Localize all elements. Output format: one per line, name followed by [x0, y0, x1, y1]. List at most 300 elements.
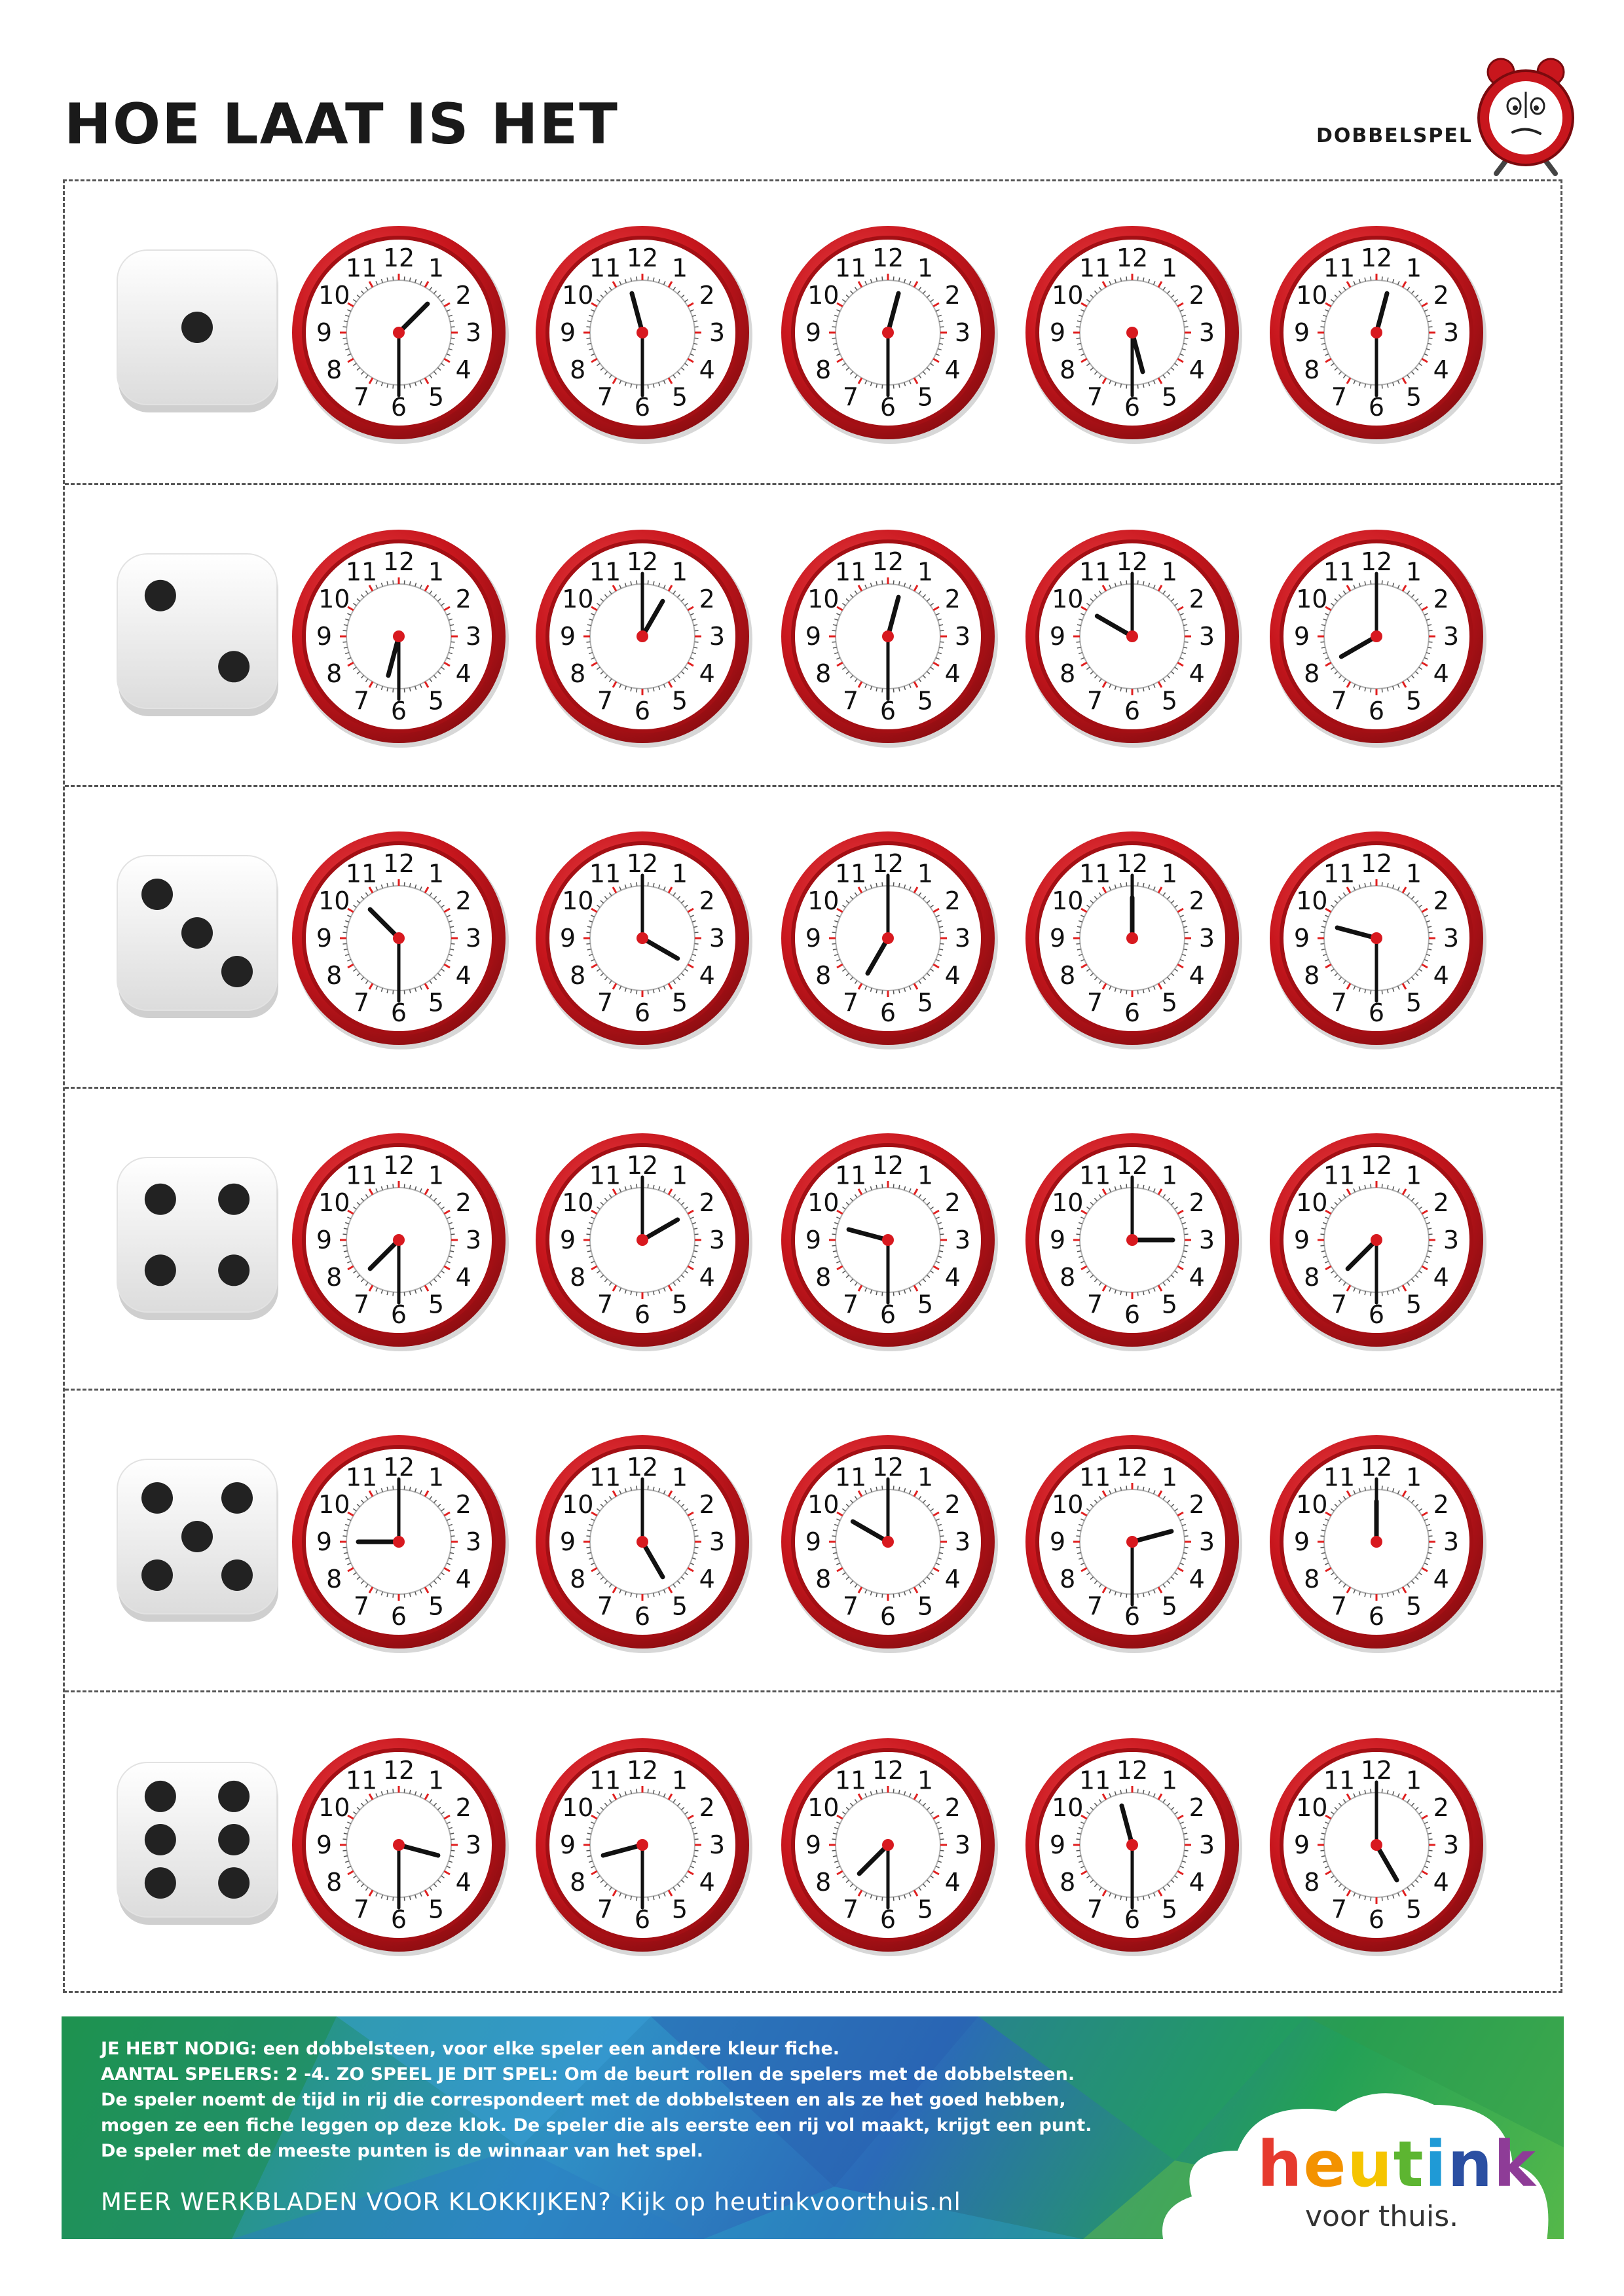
clock-number: 8 [570, 960, 586, 990]
clock-number: 2 [699, 886, 715, 915]
clock-number: 12 [1360, 848, 1393, 878]
clock-number: 4 [1433, 1262, 1449, 1292]
clock-number: 2 [944, 1793, 961, 1822]
clock-number: 5 [1405, 1895, 1422, 1924]
clock-number: 1 [671, 253, 688, 282]
clock-center-pin [882, 932, 894, 944]
clock-number: 2 [1433, 1489, 1449, 1519]
clock-number: 1 [1161, 1160, 1178, 1190]
die-pip [145, 1780, 176, 1812]
clock-number: 11 [589, 1765, 621, 1795]
clock-number: 9 [1049, 318, 1066, 347]
clock-number: 4 [455, 1262, 471, 1292]
clock-number: 2 [699, 584, 715, 613]
analog-clock [777, 827, 999, 1049]
clock-number: 7 [353, 686, 370, 716]
brand-letter: e [1303, 2128, 1348, 2201]
clock-number: 7 [842, 1895, 859, 1924]
more-label: MEER WERKBLADEN VOOR KLOKKIJKEN? [101, 2188, 612, 2216]
clock-number: 4 [944, 960, 961, 990]
clock-number: 9 [316, 923, 333, 953]
clock-number: 3 [1198, 1527, 1215, 1556]
analog-clock [777, 1129, 999, 1351]
clock-number: 1 [1405, 858, 1422, 888]
analog-clock [1021, 1430, 1244, 1653]
clock-number: 11 [1079, 1765, 1111, 1795]
clock-number: 2 [699, 1793, 715, 1822]
clock-number: 4 [455, 1564, 471, 1594]
clock-number: 4 [455, 1867, 471, 1897]
clock-number: 9 [805, 1527, 822, 1556]
analog-clock [531, 1734, 754, 1956]
clock-number: 1 [671, 1765, 688, 1795]
clock-number: 9 [805, 318, 822, 347]
clock-number: 7 [842, 1592, 859, 1621]
clock-number: 9 [559, 1830, 576, 1859]
clock-number: 2 [699, 280, 715, 310]
clock-number: 6 [1368, 392, 1385, 422]
instructions-text [101, 2036, 1227, 2164]
clock-number: 8 [326, 355, 342, 384]
clock-center-pin [637, 1536, 648, 1548]
clock-number: 8 [1060, 1564, 1076, 1594]
clock-center-pin [1126, 1234, 1138, 1246]
clock-number: 11 [834, 253, 867, 282]
clock-number: 5 [671, 686, 688, 716]
clock-number: 4 [944, 1262, 961, 1292]
alarm-clock-icon [1467, 52, 1585, 177]
clock-number: 8 [1060, 355, 1076, 384]
clock-number: 8 [1304, 1867, 1320, 1897]
die-face-4 [113, 1155, 284, 1325]
die-pip [218, 1824, 249, 1855]
clock-number: 2 [455, 1793, 471, 1822]
clock-number: 9 [1049, 621, 1066, 651]
analog-clock [531, 1430, 754, 1653]
analog-clock [287, 525, 510, 748]
clock-row-3 [65, 785, 1560, 1087]
clock-number: 12 [626, 547, 659, 576]
clock-center-pin [882, 1234, 894, 1246]
clock-number: 4 [1189, 355, 1205, 384]
clock-number: 10 [1052, 1793, 1084, 1822]
clock-number: 11 [1323, 1160, 1356, 1190]
clock-number: 1 [1405, 556, 1422, 586]
clock-number: 7 [1331, 1592, 1348, 1621]
clock-number: 6 [879, 1300, 896, 1329]
clock-number: 3 [709, 923, 726, 953]
clock-number: 6 [390, 696, 407, 725]
analog-clock [531, 525, 754, 748]
clock-number: 2 [699, 1489, 715, 1519]
clock-number: 1 [917, 858, 934, 888]
clock-number: 10 [807, 280, 840, 310]
clock-number: 3 [709, 621, 726, 651]
clock-number: 7 [1331, 686, 1348, 716]
needed-label: JE HEBT NODIG: [101, 2039, 257, 2059]
clock-number: 8 [1304, 355, 1320, 384]
clock-number: 5 [917, 988, 934, 1017]
clock-number: 10 [1052, 1489, 1084, 1519]
more-worksheets-link[interactable] [101, 2188, 961, 2216]
clock-number: 12 [1116, 243, 1149, 272]
clock-number: 10 [318, 584, 350, 613]
clock-number: 4 [699, 355, 715, 384]
clock-number: 5 [1405, 686, 1422, 716]
clock-number: 10 [562, 584, 594, 613]
clock-number: 10 [318, 1489, 350, 1519]
clock-number: 3 [1198, 1830, 1215, 1859]
clock-center-pin [882, 1839, 894, 1851]
clock-number: 4 [1189, 659, 1205, 688]
analog-clock [777, 1734, 999, 1956]
clock-row-2 [65, 483, 1560, 785]
brand-letter: h [1257, 2128, 1304, 2201]
clock-number: 6 [1124, 998, 1141, 1027]
die-pip [145, 1867, 176, 1899]
clock-number: 4 [455, 659, 471, 688]
clock-number: 8 [815, 1564, 832, 1594]
clock-number: 1 [917, 1765, 934, 1795]
clock-number: 5 [1161, 1592, 1178, 1621]
clock-number: 11 [345, 858, 378, 888]
clock-number: 4 [455, 960, 471, 990]
clock-number: 12 [872, 243, 904, 272]
clock-number: 12 [1116, 1150, 1149, 1180]
clock-number: 12 [872, 1755, 904, 1785]
clock-number: 3 [465, 318, 482, 347]
analog-clock [1021, 1734, 1244, 1956]
clock-number: 9 [805, 923, 822, 953]
brand-tagline: voor thuis. [1305, 2200, 1459, 2233]
clock-number: 4 [944, 659, 961, 688]
clock-number: 12 [1360, 1150, 1393, 1180]
clock-number: 1 [1405, 1765, 1422, 1795]
clock-number: 6 [879, 1904, 896, 1934]
die-pip [218, 1183, 249, 1214]
clock-number: 10 [562, 1793, 594, 1822]
clock-number: 8 [815, 1867, 832, 1897]
clock-number: 11 [589, 1462, 621, 1491]
clock-number: 6 [1368, 1300, 1385, 1329]
clock-number: 7 [1086, 1290, 1103, 1319]
clock-number: 3 [954, 1527, 971, 1556]
clock-number: 3 [1443, 1830, 1460, 1859]
clock-number: 11 [589, 556, 621, 586]
clock-number: 2 [1189, 280, 1205, 310]
clock-number: 6 [634, 998, 651, 1027]
clock-number: 5 [917, 1592, 934, 1621]
clock-number: 5 [917, 382, 934, 412]
clock-number: 7 [597, 382, 614, 412]
clock-number: 12 [872, 1452, 904, 1482]
clock-number: 2 [944, 280, 961, 310]
clock-number: 10 [318, 280, 350, 310]
clock-number: 12 [626, 243, 659, 272]
clock-number: 12 [1116, 1452, 1149, 1482]
analog-clock [287, 221, 510, 444]
clock-number: 11 [1079, 556, 1111, 586]
clock-number: 5 [1161, 988, 1178, 1017]
clock-number: 6 [879, 696, 896, 725]
clock-number: 10 [1052, 1188, 1084, 1217]
clock-number: 7 [353, 988, 370, 1017]
clock-number: 3 [465, 1527, 482, 1556]
clock-number: 6 [390, 1300, 407, 1329]
clock-number: 5 [428, 1592, 445, 1621]
clock-number: 1 [671, 1462, 688, 1491]
brand-letter: t [1393, 2128, 1425, 2201]
clock-number: 3 [954, 1830, 971, 1859]
die-pip [145, 1824, 176, 1855]
clock-number: 4 [1433, 1564, 1449, 1594]
brand-letter: n [1447, 2128, 1494, 2201]
page-title: HOE LAAT IS HET [64, 92, 619, 157]
clock-number: 2 [944, 1489, 961, 1519]
clock-number: 8 [1060, 1262, 1076, 1292]
clock-number: 8 [815, 1262, 832, 1292]
clock-number: 7 [597, 1895, 614, 1924]
clock-center-pin [1126, 630, 1138, 642]
clock-number: 6 [879, 998, 896, 1027]
clock-number: 10 [807, 1188, 840, 1217]
clock-number: 9 [316, 1225, 333, 1254]
clock-number: 7 [842, 988, 859, 1017]
clock-number: 11 [589, 1160, 621, 1190]
clock-number: 4 [1189, 960, 1205, 990]
clock-number: 2 [1189, 1188, 1205, 1217]
die-face-2 [113, 551, 284, 721]
clock-number: 4 [1189, 1564, 1205, 1594]
clock-number: 11 [1323, 1765, 1356, 1795]
instructions-line-4: mogen ze een fiche leggen op deze klok. De speler die als eerste een rij vol maakt, krijgt een punt. [101, 2115, 1092, 2136]
clock-center-pin [1371, 932, 1382, 944]
clock-number: 7 [842, 382, 859, 412]
clock-number: 2 [1433, 1793, 1449, 1822]
clock-number: 6 [634, 1904, 651, 1934]
clock-number: 3 [709, 1830, 726, 1859]
clock-number: 8 [570, 1262, 586, 1292]
clock-number: 7 [597, 1290, 614, 1319]
clock-number: 1 [1161, 253, 1178, 282]
clock-number: 6 [390, 1601, 407, 1631]
clock-number: 2 [1433, 1188, 1449, 1217]
clock-number: 12 [872, 848, 904, 878]
clock-number: 2 [1433, 886, 1449, 915]
brand-letter: u [1347, 2128, 1393, 2201]
clock-number: 1 [1161, 1765, 1178, 1795]
clock-number: 9 [1049, 1527, 1066, 1556]
clock-number: 2 [1433, 584, 1449, 613]
clock-number: 5 [1161, 686, 1178, 716]
clock-number: 2 [944, 886, 961, 915]
clock-number: 6 [634, 392, 651, 422]
clock-number: 7 [1331, 1290, 1348, 1319]
analog-clock [1021, 525, 1244, 748]
clock-number: 10 [1052, 886, 1084, 915]
clock-number: 1 [671, 858, 688, 888]
more-text: Kijk op heutinkvoorthuis.nl [611, 2188, 961, 2216]
clock-number: 8 [815, 960, 832, 990]
clock-number: 8 [1304, 659, 1320, 688]
clock-number: 12 [872, 547, 904, 576]
clock-number: 4 [1433, 659, 1449, 688]
clock-number: 1 [1405, 253, 1422, 282]
clock-number: 1 [428, 1765, 445, 1795]
clock-number: 6 [1124, 1904, 1141, 1934]
clock-number: 7 [353, 1290, 370, 1319]
game-type-label: DOBBELSPEL [1316, 124, 1473, 147]
clock-number: 12 [626, 1755, 659, 1785]
clock-number: 10 [1296, 1793, 1328, 1822]
clock-number: 5 [428, 382, 445, 412]
clock-number: 10 [562, 1188, 594, 1217]
clock-number: 10 [1052, 280, 1084, 310]
die-pip [218, 651, 249, 682]
clock-number: 9 [316, 318, 333, 347]
clock-number: 10 [562, 1489, 594, 1519]
clock-number: 9 [1293, 1225, 1310, 1254]
clock-number: 3 [1198, 1225, 1215, 1254]
clock-number: 1 [917, 1462, 934, 1491]
clock-number: 12 [1360, 1755, 1393, 1785]
clock-number: 11 [589, 253, 621, 282]
clock-number: 9 [805, 1225, 822, 1254]
clock-number: 5 [671, 1895, 688, 1924]
clock-number: 7 [1331, 1895, 1348, 1924]
clock-number: 9 [1293, 621, 1310, 651]
clock-number: 8 [1304, 1564, 1320, 1594]
clock-center-pin [1126, 1839, 1138, 1851]
clock-center-pin [393, 1536, 405, 1548]
clock-number: 4 [1433, 960, 1449, 990]
clock-number: 11 [1079, 858, 1111, 888]
clock-number: 2 [455, 1188, 471, 1217]
analog-clock [1021, 827, 1244, 1049]
clock-number: 12 [382, 547, 415, 576]
clock-number: 3 [709, 1225, 726, 1254]
clock-number: 10 [1296, 1188, 1328, 1217]
clock-number: 7 [353, 1592, 370, 1621]
clock-number: 3 [465, 923, 482, 953]
clock-number: 12 [626, 1452, 659, 1482]
analog-clock [531, 1129, 754, 1351]
die-pip [218, 1254, 249, 1286]
clock-number: 12 [1360, 243, 1393, 272]
clock-number: 2 [1189, 1489, 1205, 1519]
clock-number: 9 [316, 621, 333, 651]
clock-number: 9 [559, 923, 576, 953]
clock-number: 11 [345, 1462, 378, 1491]
clock-row-4 [65, 1087, 1560, 1389]
clock-number: 6 [634, 1300, 651, 1329]
analog-clock [1265, 1129, 1488, 1351]
clock-center-pin [637, 1839, 648, 1851]
clock-number: 3 [954, 621, 971, 651]
clock-number: 2 [1189, 886, 1205, 915]
clock-center-pin [393, 1839, 405, 1851]
clock-number: 12 [1116, 1755, 1149, 1785]
clock-number: 10 [318, 1188, 350, 1217]
analog-clock [531, 827, 754, 1049]
clock-number: 9 [559, 318, 576, 347]
clock-number: 4 [944, 1867, 961, 1897]
analog-clock [287, 1734, 510, 1956]
clock-number: 4 [699, 659, 715, 688]
clock-center-pin [882, 630, 894, 642]
clock-number: 4 [699, 1262, 715, 1292]
clock-number: 2 [699, 1188, 715, 1217]
clock-number: 1 [671, 1160, 688, 1190]
clock-number: 2 [455, 584, 471, 613]
analog-clock [287, 827, 510, 1049]
die-pip [181, 312, 213, 343]
die-pip [218, 1867, 249, 1899]
clock-number: 9 [316, 1830, 333, 1859]
clock-number: 1 [1405, 1160, 1422, 1190]
clock-number: 1 [671, 556, 688, 586]
clock-number: 4 [699, 960, 715, 990]
clock-number: 4 [1189, 1262, 1205, 1292]
clock-number: 9 [1049, 1225, 1066, 1254]
analog-clock [777, 1430, 999, 1653]
clock-number: 6 [390, 998, 407, 1027]
die-pip [181, 917, 213, 949]
clock-number: 12 [626, 848, 659, 878]
clock-number: 6 [390, 392, 407, 422]
clock-number: 3 [1443, 1527, 1460, 1556]
die-pip [218, 1780, 249, 1812]
clock-number: 7 [353, 382, 370, 412]
clock-number: 1 [917, 1160, 934, 1190]
clock-number: 6 [1124, 392, 1141, 422]
analog-clock [1021, 1129, 1244, 1351]
clock-number: 6 [390, 1904, 407, 1934]
clock-center-pin [1126, 327, 1138, 338]
clock-number: 9 [1293, 923, 1310, 953]
analog-clock [531, 221, 754, 444]
clock-number: 9 [1293, 1527, 1310, 1556]
clock-number: 3 [465, 1830, 482, 1859]
clock-number: 11 [589, 858, 621, 888]
clock-number: 10 [807, 1489, 840, 1519]
clock-number: 11 [345, 1765, 378, 1795]
clock-center-pin [882, 1536, 894, 1548]
clock-number: 6 [879, 1601, 896, 1631]
clock-center-pin [637, 932, 648, 944]
clock-number: 4 [699, 1564, 715, 1594]
die-face-6 [113, 1760, 284, 1930]
die-pip [181, 1521, 213, 1552]
instructions-line-5: De speler met de meeste punten is de winnaar van het spel. [101, 2141, 704, 2161]
clock-number: 12 [626, 1150, 659, 1180]
clock-number: 11 [345, 1160, 378, 1190]
clock-number: 2 [1433, 280, 1449, 310]
clock-number: 3 [1443, 1225, 1460, 1254]
die-face-1 [113, 247, 284, 418]
clock-number: 10 [562, 280, 594, 310]
clock-number: 7 [597, 1592, 614, 1621]
clock-number: 12 [1116, 547, 1149, 576]
clock-number: 3 [709, 1527, 726, 1556]
clock-number: 5 [1161, 382, 1178, 412]
die-pip [145, 1183, 176, 1214]
clock-number: 8 [570, 659, 586, 688]
clock-number: 1 [428, 1160, 445, 1190]
clock-number: 8 [570, 355, 586, 384]
clock-number: 11 [1323, 253, 1356, 282]
clock-number: 9 [559, 1527, 576, 1556]
